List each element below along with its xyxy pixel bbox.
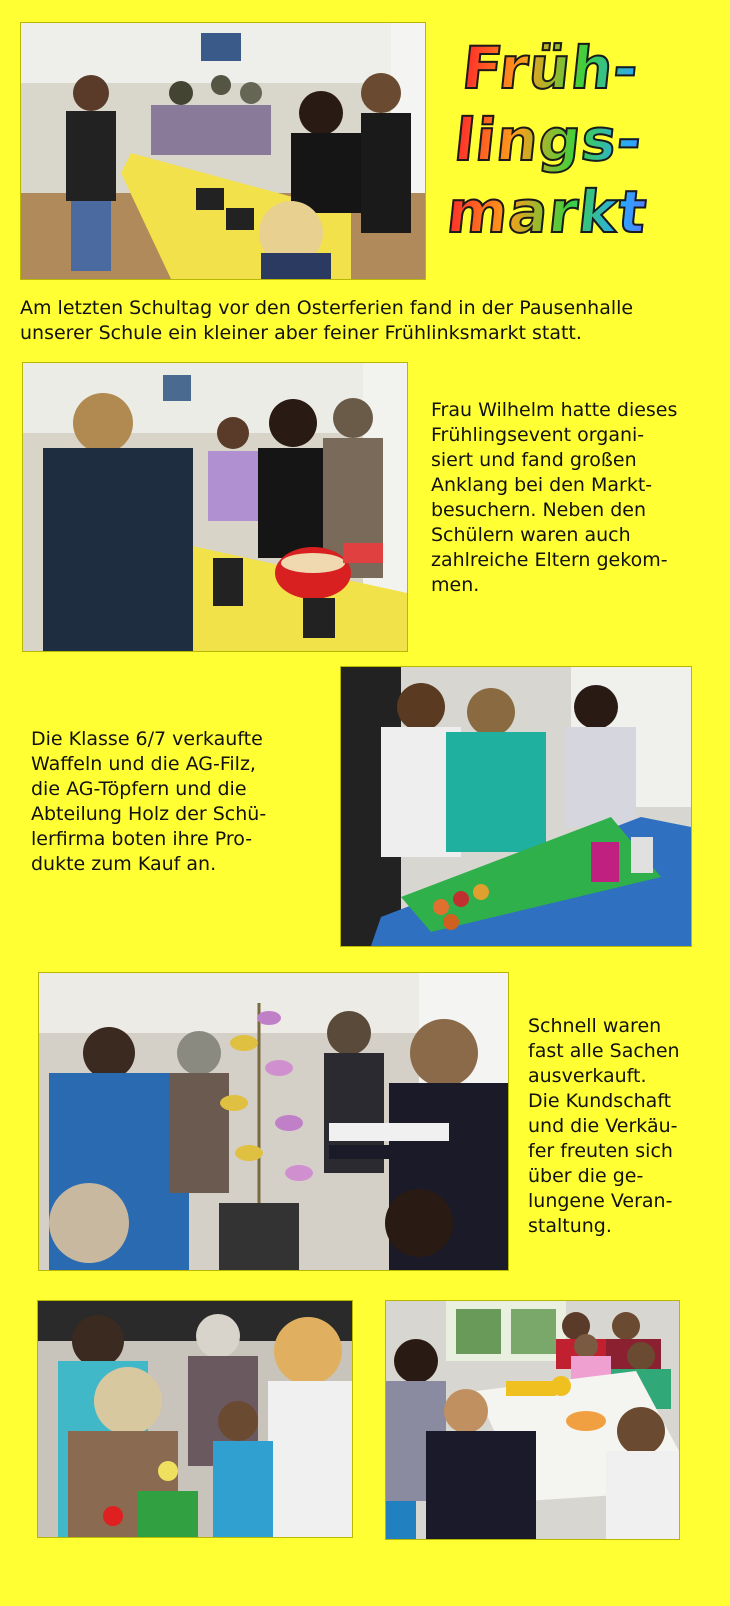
intro-paragraph: Am letzten Schultag vor den Osterferien fand in der Pausenhalle unserer Schule ein kleiner aber feiner Frühlinksmarkt statt. — [20, 297, 634, 344]
title-line-2: lings- — [451, 106, 646, 174]
photo-cafeteria-table — [385, 1300, 680, 1540]
sold-out-paragraph: Schnell waren fast alle Sachen ausverkauft. Die Kundschaft und die Verkäu- fer freuten sich über die ge- lungene Veran- staltung. — [528, 1015, 680, 1237]
photo-market-hall — [20, 22, 426, 280]
photo-felt-table — [340, 666, 692, 947]
title-line-1: Früh- — [458, 34, 643, 102]
photo-waffle-stand — [22, 362, 408, 652]
title-line-3: markt — [443, 178, 651, 246]
photo-felt-tree — [38, 972, 509, 1271]
page-title — [444, 32, 730, 248]
organisation-paragraph: Frau Wilhelm hatte dieses Frühlingsevent organi- siert und fand großen Anklang bei den Markt- besuchern. Neben den Schülern waren auch zahlreiche Eltern gekom- men. — [431, 399, 678, 596]
photo-visitors-flowers — [37, 1300, 353, 1538]
products-paragraph: Die Klasse 6/7 verkaufte Waffeln und die AG-Filz, die AG-Töpfern und die Abteilung Holz der Schü- lerfirma boten ihre Pro- dukte zum Kauf an. — [31, 728, 267, 875]
